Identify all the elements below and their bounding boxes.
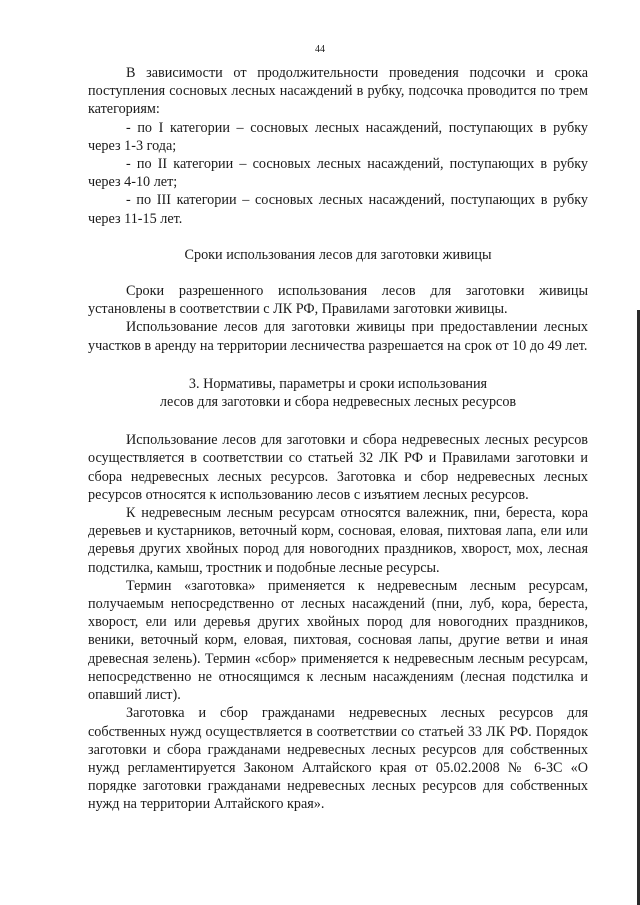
page-number: 44 — [315, 44, 325, 55]
page-content — [88, 64, 588, 814]
section-heading-3-line-1: 3. Нормативы, параметры и сроки использования — [188, 375, 488, 392]
spacer — [88, 411, 588, 431]
list-item-category-3: - по III категории – сосновых лесных насаждений, поступающих в рубку через 11-15 лет. — [88, 192, 588, 227]
paragraph-section3-1: Использование лесов для заготовки и сбора недревесных лесных ресурсов осуществляется в соответствии со статьей 32 ЛК РФ и Правилами заготовки и сбора недревесных лесных ресурсов. Заготовка и сбор недревесных лесных ресурсов относятся к использованию лесов с изъятием лесных ресурсов. — [88, 432, 588, 503]
paragraph-section3-3: Термин «заготовка» применяется к недревесным лесным ресурсам, получаемым непосредственно от лесных насаждений (пни, луб, кора, береста, хворост, ели или деревья других хвойных пород для новогодних праздников, веники, веточный корм, еловая, пихтовая, сосновая лапы, другие ветви и иная древесная зелень). Термин «сбор» применяется к недревесным лесным ресурсам, непосредственно не относящимся к лесным насаждениям (лесная подстилка и опавший лист). — [88, 577, 588, 704]
paragraph-terms-2: Использование лесов для заготовки живицы при предоставлении лесных участков в аренду на территории лесничества разрешается на срок от 10 до 49 лет. — [88, 319, 588, 354]
list-item-category-2: - по II категории – сосновых лесных насаждений, поступающих в рубку через 4-10 лет; — [88, 156, 588, 191]
spacer — [88, 228, 588, 246]
paragraph-section3-4: Заготовка и сбор гражданами недревесных лесных ресурсов для собственных нужд осуществляется в соответствии со статьей 33 ЛК РФ. Порядок заготовки и сбора гражданами недревесных лесных ресурсов для собственных нужд регламентируется Законом Алтайского края от 05.02.2008 № 6-ЗС «О порядке заготовки гражданами недревесных лесных ресурсов для собственных нужд на территории Алтайского края». — [88, 705, 588, 813]
list-item-category-1: - по I категории – сосновых лесных насаждений, поступающих в рубку через 1-3 года; — [88, 119, 588, 154]
spacer — [88, 355, 588, 375]
paragraph-categories-intro: В зависимости от продолжительности проведения подсочки и срока поступления сосновых лесных насаждений в рубку, подсочка проводится по трем категориям: — [88, 65, 588, 118]
spacer — [88, 264, 588, 282]
section-heading-3-line-2: лесов для заготовки и сбора недревесных лесных ресурсов — [159, 394, 517, 411]
paragraph-terms-1: Сроки разрешенного использования лесов для заготовки живицы установлены в соответствии с ЛК РФ, Правилами заготовки живицы. — [88, 283, 588, 318]
section-heading-terms: Сроки использования лесов для заготовки живицы — [184, 246, 492, 263]
paragraph-section3-2: К недревесным лесным ресурсам относятся валежник, пни, береста, кора деревьев и кустарников, веточный корм, сосновая, еловая, пихтовая лапа, ели или деревья других хвойных пород для новогодних праздников, хворост, мох, лесная подстилка, камыш, тростник и подобные лесные ресурсы. — [88, 505, 588, 576]
